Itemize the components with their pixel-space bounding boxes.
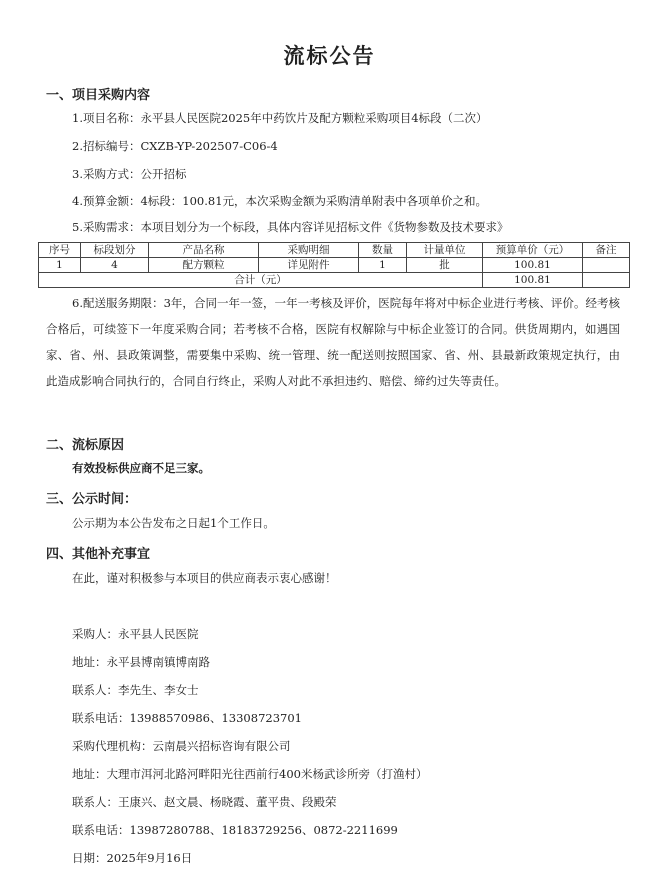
agency-phone: 联系电话：13987280788、18183729256、0872-2211699 bbox=[72, 823, 398, 837]
section-3-heading: 三、公示时间： bbox=[46, 492, 138, 507]
delivery-service-period: 6.配送服务期限：3年，合同一年一签，一年一考核及评价，医院每年将对中标企业进行考核、评价。经考核合格后，可续签下一年度采购合同；若考核不合格，医院有权解除与中标企业签订的合同。供货周期内，如遇国家、省、州、县政策调整，需要集中采购、统一管理、统一配送则按照国家、省、州、县最新政策规定执行，由此造成影响合同执行的，合同自行终止，采购人对此不承担违约、赔偿、缔约过失等责任。 bbox=[46, 296, 620, 388]
publicity-period: 公示期为本公告发布之日起1个工作日。 bbox=[72, 516, 275, 530]
purchaser-address: 地址：永平县博南镇博南路 bbox=[72, 655, 210, 669]
cell-unit: 批 bbox=[407, 258, 483, 273]
section-2-heading: 二、流标原因 bbox=[46, 438, 125, 453]
header-detail: 采购明细 bbox=[259, 243, 359, 258]
header-remark: 备注 bbox=[583, 243, 630, 258]
procurement-method: 3.采购方式：公开招标 bbox=[72, 167, 187, 181]
header-index: 序号 bbox=[39, 243, 81, 258]
header-unit: 计量单位 bbox=[407, 243, 483, 258]
cell-detail: 详见附件 bbox=[259, 258, 359, 273]
header-product: 产品名称 bbox=[149, 243, 259, 258]
project-name: 1.项目名称：永平县人民医院2025年中药饮片及配方颗粒采购项目4标段（二次） bbox=[72, 111, 488, 125]
table-row bbox=[39, 258, 630, 273]
budget-amount: 4.预算金额：4标段：100.81元，本次采购金额为采购清单附表中各项单价之和。 bbox=[72, 194, 488, 208]
procurement-requirement: 5.采购需求：本项目划分为一个标段，具体内容详见招标文件《货物参数及技术要求》 bbox=[72, 220, 509, 234]
agency-contact: 联系人：王康兴、赵文晨、杨晓霞、董平贵、段殿荣 bbox=[72, 795, 337, 809]
announcement-date: 日期：2025年9月16日 bbox=[72, 851, 193, 865]
purchaser-contact: 联系人：李先生、李女士 bbox=[72, 683, 199, 697]
section-4-heading: 四、其他补充事宜 bbox=[46, 547, 151, 562]
total-remark bbox=[583, 273, 630, 288]
section-1-heading: 一、项目采购内容 bbox=[46, 88, 151, 103]
total-value: 100.81 bbox=[483, 273, 583, 288]
purchaser: 采购人：永平县人民医院 bbox=[72, 627, 199, 641]
agency: 采购代理机构：云南晨兴招标咨询有限公司 bbox=[72, 739, 291, 753]
cell-product: 配方颗粒 bbox=[149, 258, 259, 273]
total-label: 合计（元） bbox=[39, 273, 483, 288]
agency-address: 地址：大理市洱河北路河畔阳光往西前行400米杨武诊所旁（打渔村） bbox=[72, 767, 428, 781]
table-total-row bbox=[39, 273, 630, 288]
header-quantity: 数量 bbox=[359, 243, 407, 258]
cell-index: 1 bbox=[39, 258, 81, 273]
thanks-note: 在此，谨对积极参与本项目的供应商表示衷心感谢！ bbox=[72, 571, 337, 585]
tender-number: 2.招标编号：CXZB-YP-202507-C06-4 bbox=[72, 139, 278, 153]
cell-quantity: 1 bbox=[359, 258, 407, 273]
cell-lot: 4 bbox=[81, 258, 149, 273]
table-header-row bbox=[39, 243, 630, 258]
procurement-table bbox=[38, 242, 630, 288]
page-title: 流标公告 bbox=[283, 44, 376, 68]
cell-price: 100.81 bbox=[483, 258, 583, 273]
cell-remark bbox=[583, 258, 630, 273]
header-lot: 标段划分 bbox=[81, 243, 149, 258]
purchaser-phone: 联系电话：13988570986、13308723701 bbox=[72, 711, 302, 725]
failure-reason: 有效投标供应商不足三家。 bbox=[72, 461, 210, 475]
header-price: 预算单价（元） bbox=[483, 243, 583, 258]
